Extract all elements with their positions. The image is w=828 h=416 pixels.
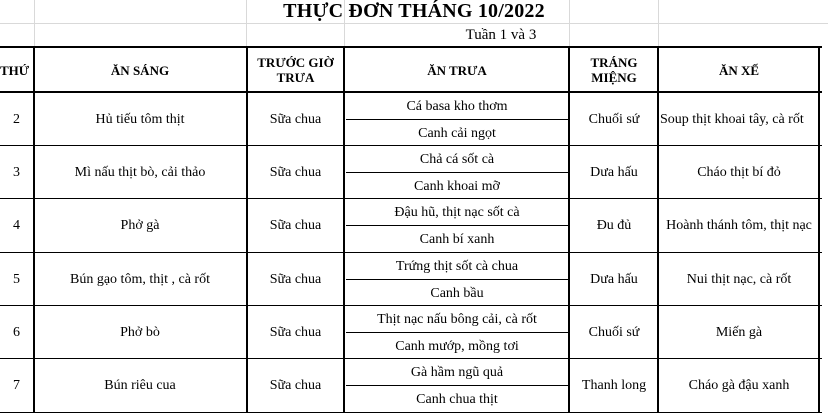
snack-cell: Cháo thịt bí đỏ [697,165,781,180]
snack-cell: Hoành thánh tôm, thịt nạc [666,218,812,233]
lunch-soup-cell: Canh khoai mỡ [414,178,500,194]
dessert-cell: Thanh long [581,378,647,393]
before-lunch-cell: Sữa chua [269,378,322,393]
breakfast-cell: Mì nấu thịt bò, cải thảo [74,165,206,180]
before-lunch-cell: Sữa chua [269,325,322,340]
dessert-cell: Chuối sứ [588,325,640,340]
snack-cell: Miến gà [715,325,763,340]
breakfast-cell: Hủ tiếu tôm thịt [95,112,185,127]
dessert-cell: Dưa hấu [590,272,638,287]
lunch-soup-cell: Canh mướp, mồng tơi [395,338,519,354]
before-lunch-cell: Sữa chua [269,112,322,127]
lunch-soup-cell: Canh chua thịt [416,391,498,407]
table-border-line [0,412,822,413]
header-before-lunch: TRƯỚC GIỜ TRƯA [257,55,334,85]
table-border-line [657,46,659,413]
table-border-line [818,46,820,413]
before-lunch-cell: Sữa chua [269,218,322,233]
header-snack: ĂN XẾ [718,62,760,78]
lunch-main-cell: Trứng thịt sốt cà chua [395,258,519,274]
before-lunch-cell: Sữa chua [269,165,322,180]
page-title: THỰC ĐƠN THÁNG 10/2022 [283,0,545,22]
before-lunch-cell: Sữa chua [269,272,322,287]
table-border-line [568,46,570,413]
dessert-cell: Chuối sứ [588,112,640,127]
lunch-main-cell: Cá basa kho thơm [406,98,508,114]
day-cell: 5 [13,272,20,287]
lunch-soup-cell: Canh cải ngọt [418,125,496,141]
lunch-main-cell: Thịt nạc nấu bông cải, cà rốt [377,311,537,327]
header-breakfast: ĂN SÁNG [110,62,170,78]
header-dessert: TRÁNG MIỆNG [590,55,638,85]
day-cell: 6 [13,325,20,340]
header-day: THỨ [0,62,30,78]
snack-cell: Cháo gà đậu xanh [688,378,790,393]
page-subtitle: Tuần 1 và 3 [465,27,537,43]
table-border-line [343,46,345,413]
dessert-cell: Dưa hấu [590,165,638,180]
breakfast-cell: Bún riêu cua [104,378,176,393]
snack-cell: Nui thịt nạc, cà rốt [686,272,792,287]
day-cell: 2 [13,112,20,127]
day-cell: 7 [13,378,20,393]
lunch-main-cell: Chả cá sốt cà [419,151,495,167]
lunch-soup-cell: Canh bầu [430,285,484,301]
lunch-soup-cell: Canh bí xanh [419,231,495,247]
header-lunch: ĂN TRƯA [427,62,487,78]
day-cell: 4 [13,218,20,233]
breakfast-cell: Phở bò [120,325,160,340]
snack-cell: Soup thịt khoai tây, cà rốt [660,112,804,127]
day-cell: 3 [13,165,20,180]
dessert-cell: Đu đủ [596,218,632,233]
breakfast-cell: Bún gạo tôm, thịt , cà rốt [70,272,210,287]
lunch-main-cell: Đậu hũ, thịt nạc sốt cà [394,204,520,220]
lunch-main-cell: Gà hầm ngũ quả [410,364,504,380]
breakfast-cell: Phở gà [120,218,160,233]
